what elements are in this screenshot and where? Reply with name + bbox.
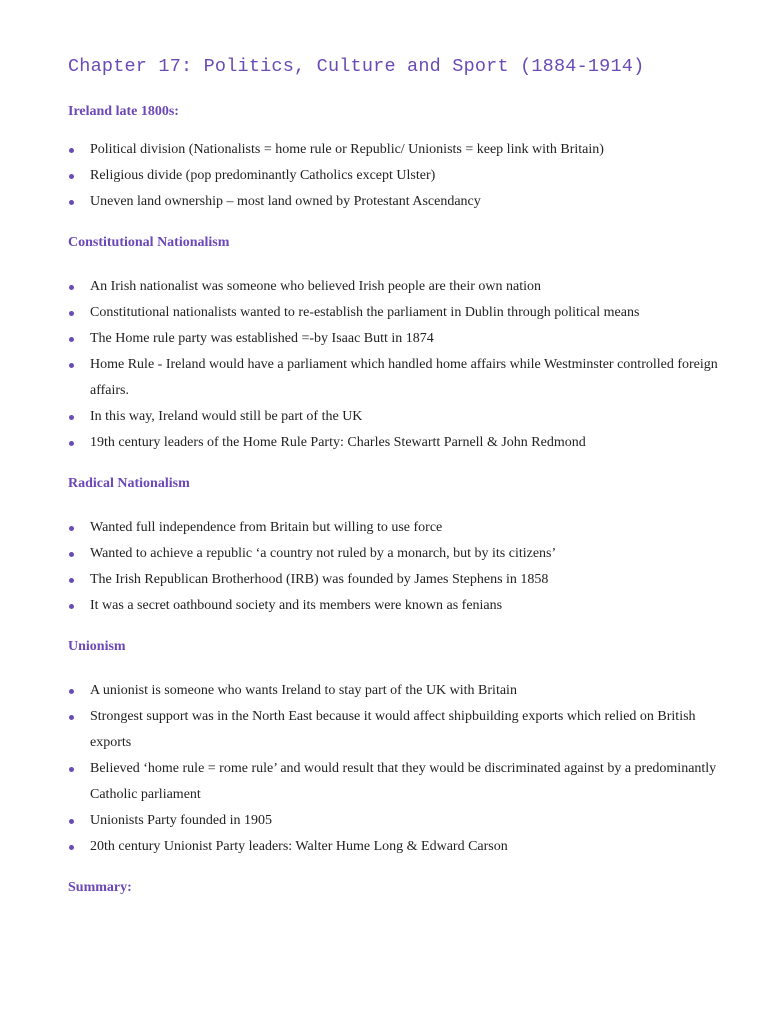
section-heading-ireland-late-1800s: Ireland late 1800s: xyxy=(68,104,179,119)
list-item xyxy=(68,808,728,834)
list-item xyxy=(68,834,728,860)
list-item xyxy=(68,352,728,404)
list-item-text: Unionists Party founded in 1905 xyxy=(90,813,272,828)
bullet-dot-icon xyxy=(69,604,74,609)
list-item-text: 20th century Unionist Party leaders: Walter Hume Long & Edward Carson xyxy=(90,839,508,854)
list-item xyxy=(68,163,728,189)
bullet-list-ireland-late-1800s xyxy=(68,137,728,215)
bullet-list-constitutional-nationalism xyxy=(68,274,728,456)
list-item-text: Political division (Nationalists = home rule or Republic/ Unionists = keep link with Britain) xyxy=(90,142,604,157)
list-item-text: 19th century leaders of the Home Rule Party: Charles Stewartt Parnell & John Redmond xyxy=(90,435,586,450)
list-item-text: Strongest support was in the North East because it would affect shipbuilding exports which relied on British exports xyxy=(90,709,696,750)
list-item-text: In this way, Ireland would still be part of the UK xyxy=(90,409,363,424)
list-item xyxy=(68,189,728,215)
bullet-dot-icon xyxy=(69,285,74,290)
bullet-list-radical-nationalism xyxy=(68,515,728,619)
list-item-text: Believed ‘home rule = rome rule’ and would result that they would be discriminated against by a predominantly Catholic parliament xyxy=(90,761,717,802)
list-item-text: The Irish Republican Brotherhood (IRB) was founded by James Stephens in 1858 xyxy=(90,572,549,587)
list-item-text: A unionist is someone who wants Ireland to stay part of the UK with Britain xyxy=(90,683,517,698)
list-item-text: Home Rule - Ireland would have a parliament which handled home affairs while Westminster controlled foreign affairs. xyxy=(90,357,718,398)
list-item-text: Religious divide (pop predominantly Catholics except Ulster) xyxy=(90,168,436,183)
bullet-dot-icon xyxy=(69,689,74,694)
section-heading-unionism: Unionism xyxy=(68,639,126,654)
bullet-dot-icon xyxy=(69,526,74,531)
bullet-dot-icon xyxy=(69,441,74,446)
bullet-dot-icon xyxy=(69,148,74,153)
bullet-dot-icon xyxy=(69,363,74,368)
bullet-dot-icon xyxy=(69,415,74,420)
list-item-text: Uneven land ownership – most land owned by Protestant Ascendancy xyxy=(90,194,481,209)
list-item-text: The Home rule party was established =-by Isaac Butt in 1874 xyxy=(90,331,434,346)
list-item xyxy=(68,300,728,326)
bullet-dot-icon xyxy=(69,715,74,720)
section-heading-summary: Summary: xyxy=(68,880,132,895)
bullet-dot-icon xyxy=(69,311,74,316)
list-item xyxy=(68,515,728,541)
bullet-dot-icon xyxy=(69,174,74,179)
section-heading-constitutional-nationalism: Constitutional Nationalism xyxy=(68,235,230,250)
bullet-list-unionism xyxy=(68,678,728,860)
list-item-text: Wanted full independence from Britain but willing to use force xyxy=(90,520,443,535)
list-item xyxy=(68,593,728,619)
list-item-text: Constitutional nationalists wanted to re-establish the parliament in Dublin through political means xyxy=(90,305,640,320)
chapter-title: Chapter 17: Politics, Culture and Sport (1884-1914) xyxy=(68,56,645,77)
list-item xyxy=(68,274,728,300)
list-item xyxy=(68,430,728,456)
section-heading-radical-nationalism: Radical Nationalism xyxy=(68,476,190,491)
list-item-text: It was a secret oathbound society and its members were known as fenians xyxy=(90,598,503,613)
list-item xyxy=(68,541,728,567)
list-item xyxy=(68,404,728,430)
list-item xyxy=(68,137,728,163)
list-item xyxy=(68,326,728,352)
list-item-text: An Irish nationalist was someone who believed Irish people are their own nation xyxy=(90,279,541,294)
bullet-dot-icon xyxy=(69,819,74,824)
bullet-dot-icon xyxy=(69,578,74,583)
list-item xyxy=(68,567,728,593)
bullet-dot-icon xyxy=(69,552,74,557)
bullet-dot-icon xyxy=(69,200,74,205)
bullet-dot-icon xyxy=(69,767,74,772)
bullet-dot-icon xyxy=(69,845,74,850)
bullet-dot-icon xyxy=(69,337,74,342)
list-item xyxy=(68,704,728,756)
list-item xyxy=(68,678,728,704)
list-item-text: Wanted to achieve a republic ‘a country not ruled by a monarch, but by its citizens’ xyxy=(90,546,557,561)
list-item xyxy=(68,756,728,808)
